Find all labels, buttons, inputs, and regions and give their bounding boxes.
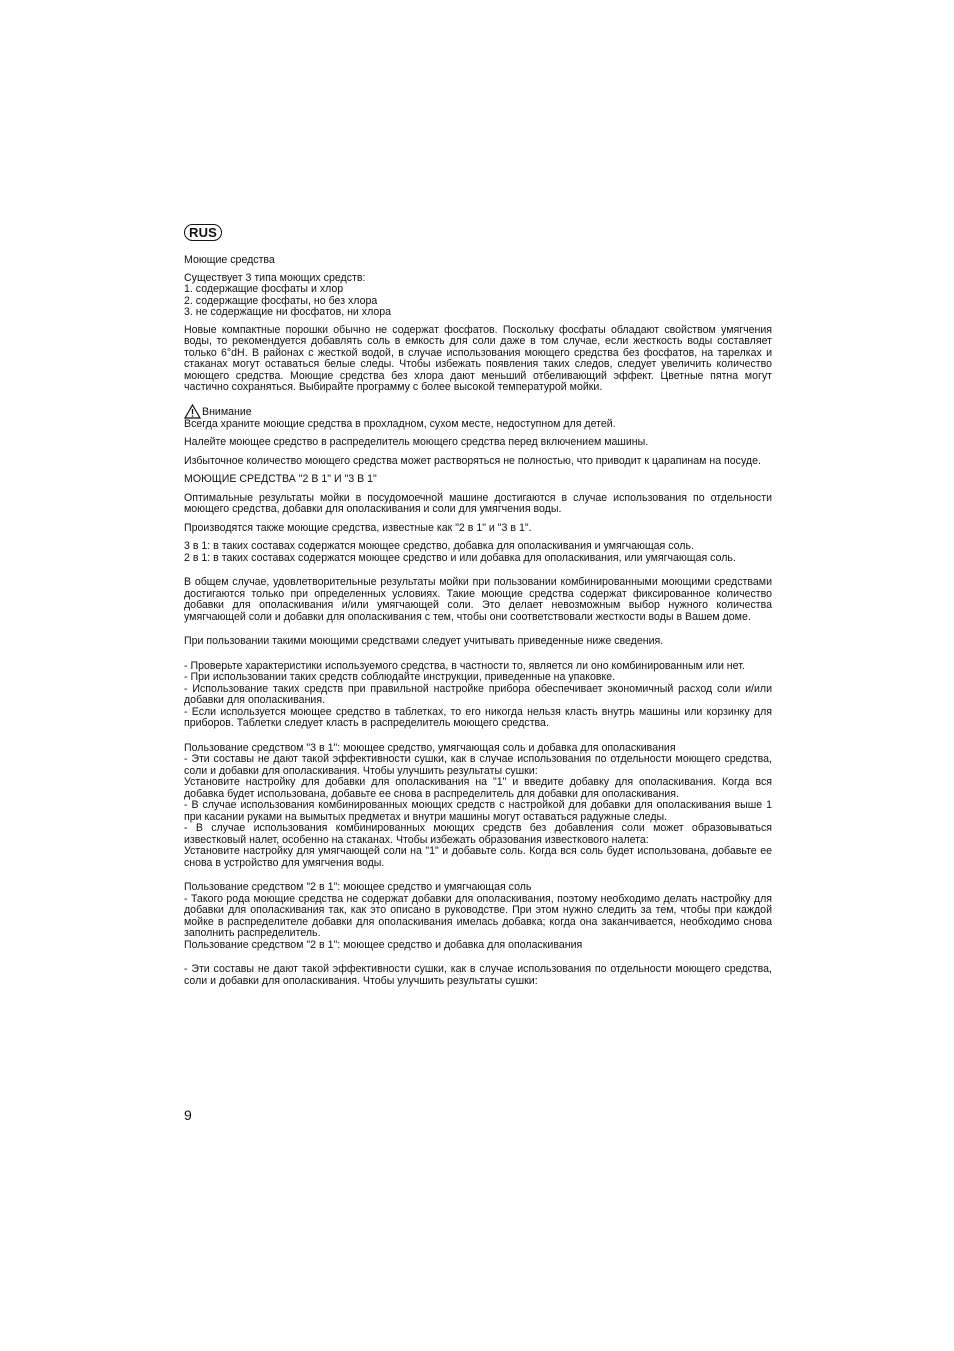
warning-triangle-icon: [184, 404, 201, 419]
use-2in1-salt-title: Пользование средством "2 в 1": моющее средство и умягчающая соль: [184, 881, 532, 893]
bullet-list: [184, 661, 772, 730]
section-use-3in1: [184, 743, 772, 870]
combo-definitions: [184, 541, 772, 564]
list-item: - В случае использования комбинированных моющих средств с настройкой для добавки для ополаскивания выше 1 при касании руками на вымытых предметах и внутри машины могут оставаться радужные следы.: [184, 799, 772, 823]
section-heading-detergents: Моющие средства: [184, 254, 275, 266]
paragraph-pour-detergent: Налейте моющее средство в распределитель моющего средства перед включением машины.: [184, 436, 649, 448]
document-page: [184, 224, 772, 987]
paragraph-known-as: Производятся также моющие средства, известные как "2 в 1" и "3 в 1".: [184, 521, 532, 534]
list-item: Установите настройку для добавки для ополаскивания на "1" и введите добавку для ополаскивания. Когда вся добавка будет использована, добавьте ее снова в распределитель для добавки для ополаскивания.: [184, 776, 772, 800]
types-intro: Существует 3 типа моющих средств:: [184, 271, 366, 284]
definition-2in1: 2 в 1: в таких составах содержатся моющее средство и или добавка для ополаскивания, или умягчающая соль.: [184, 551, 736, 564]
use-2in1-rinse-title: Пользование средством "2 в 1": моющее средство и добавка для ополаскивания: [184, 938, 583, 951]
list-item: - При использовании таких средств соблюдайте инструкции, приведенные на упаковке.: [184, 671, 616, 683]
warning-block: [184, 404, 772, 419]
paragraph-optimal-results: Оптимальные результаты мойки в посудомоечной машине достигаются в случае использования по отдельности моющего средства, добавки для ополаскивания и соли для умягчения воды.: [184, 491, 772, 515]
paragraph-consider: При пользовании такими моющими средствами следует учитывать приведенные ниже сведения.: [184, 635, 664, 647]
paragraph-excess-detergent: Избыточное количество моющего средства может растворяться не полностью, что приводит к царапинам на посуде.: [184, 454, 761, 467]
language-badge: RUS: [184, 224, 222, 241]
list-item: - В случае использования комбинированных моющих средств без добавления соли может образовываться известковый налет, особенно на стаканах. Чтобы избежать образования известкового налета:: [184, 822, 772, 846]
section-use-2in1: [184, 882, 772, 951]
type-item-3: 3. не содержащие ни фосфатов, ни хлора: [184, 306, 392, 318]
page-number: 9: [184, 1107, 192, 1123]
use-3in1-title: Пользование средством "3 в 1": моющее средство, умягчающая соль и добавка для ополаскивания: [184, 741, 676, 754]
detergent-types-list: [184, 273, 772, 319]
list-item: - Если используется моющее средство в таблетках, то его никогда нельзя класть внутрь машины или корзинку для приборов. Таблетки следует класть в распределитель моющего средства.: [184, 705, 772, 729]
list-item: - Использование таких средств при правильной настройке прибора обеспечивает экономичный расход соли и/или добавки для ополаскивания.: [184, 682, 772, 706]
type-item-2: 2. содержащие фосфаты, но без хлора: [184, 294, 378, 307]
list-item: Установите настройку для умягчающей соли на "1" и добавьте соль. Когда вся соль будет использована, добавьте ее снова в устройство для умягчения воды.: [184, 845, 772, 869]
paragraph-general-case: В общем случае, удовлетворительные результаты мойки при пользовании комбинированными моющими средствами достигаются только при определенных условиях. Такие моющие средства содержат фиксированное количество добавки для ополаскивания и/или умягчающей соли. Это делает невозможным выбор нужного количества умягчающей соли и добавки для ополаскивания с тем, чтобы они соответствовали жесткости воды в Вашем доме.: [184, 576, 772, 623]
warning-title: Внимание: [202, 406, 252, 418]
list-item: - Проверьте характеристики используемого средства, в частности то, является ли оно комбинированным или нет.: [184, 659, 745, 672]
paragraph-last-drying: - Эти составы не дают такой эффективности сушки, как в случае использования по отдельности моющего средства, соли и добавки для ополаскивания. Чтобы улучшить результаты сушки:: [184, 963, 772, 987]
section-title-combined: МОЮЩИЕ СРЕДСТВА "2 В 1" И "3 В 1": [184, 473, 377, 485]
list-item: - Такого рода моющие средства не содержат добавки для ополаскивания, поэтому необходимо делать настройку для добавки для ополаскивания так, как это описано в руководстве. При этом нужно следить за тем, чтобы при каждой мойке в распределителе добавки для ополаскивания имелась добавка; когда она заканчивается, необходимо снова заполнить распределитель.: [184, 892, 772, 939]
warning-text: Всегда храните моющие средства в прохладном, сухом месте, недоступном для детей.: [184, 417, 616, 430]
definition-3in1: 3 в 1: в таких составах содержатся моющее средство, добавка для ополаскивания и умягчающая соль.: [184, 540, 694, 552]
paragraph-compact-powders: Новые компактные порошки обычно не содержат фосфатов. Поскольку фосфаты обладают свойством умягчения воды, то рекомендуется добавлять соль в емкость для соли даже в том случае, если жесткость воды составляет только 6°dH. В районах с жесткой водой, в случае использования моющего средства без фосфатов, на тарелках и стаканах могут оставаться белые следы. Чтобы избежать появления таких следов, следует увеличить количество моющего средства. Моющие средства без хлора дают меньший отбеливающий эффект. Цветные пятна могут частично сохраняться. Выбирайте программу с более высокой температурой мойки.: [184, 323, 772, 393]
list-item: - Эти составы не дают такой эффективности сушки, как в случае использования по отдельности моющего средства, соли и добавки для ополаскивания. Чтобы улучшить результаты сушки:: [184, 753, 772, 777]
type-item-1: 1. содержащие фосфаты и хлор: [184, 283, 344, 295]
